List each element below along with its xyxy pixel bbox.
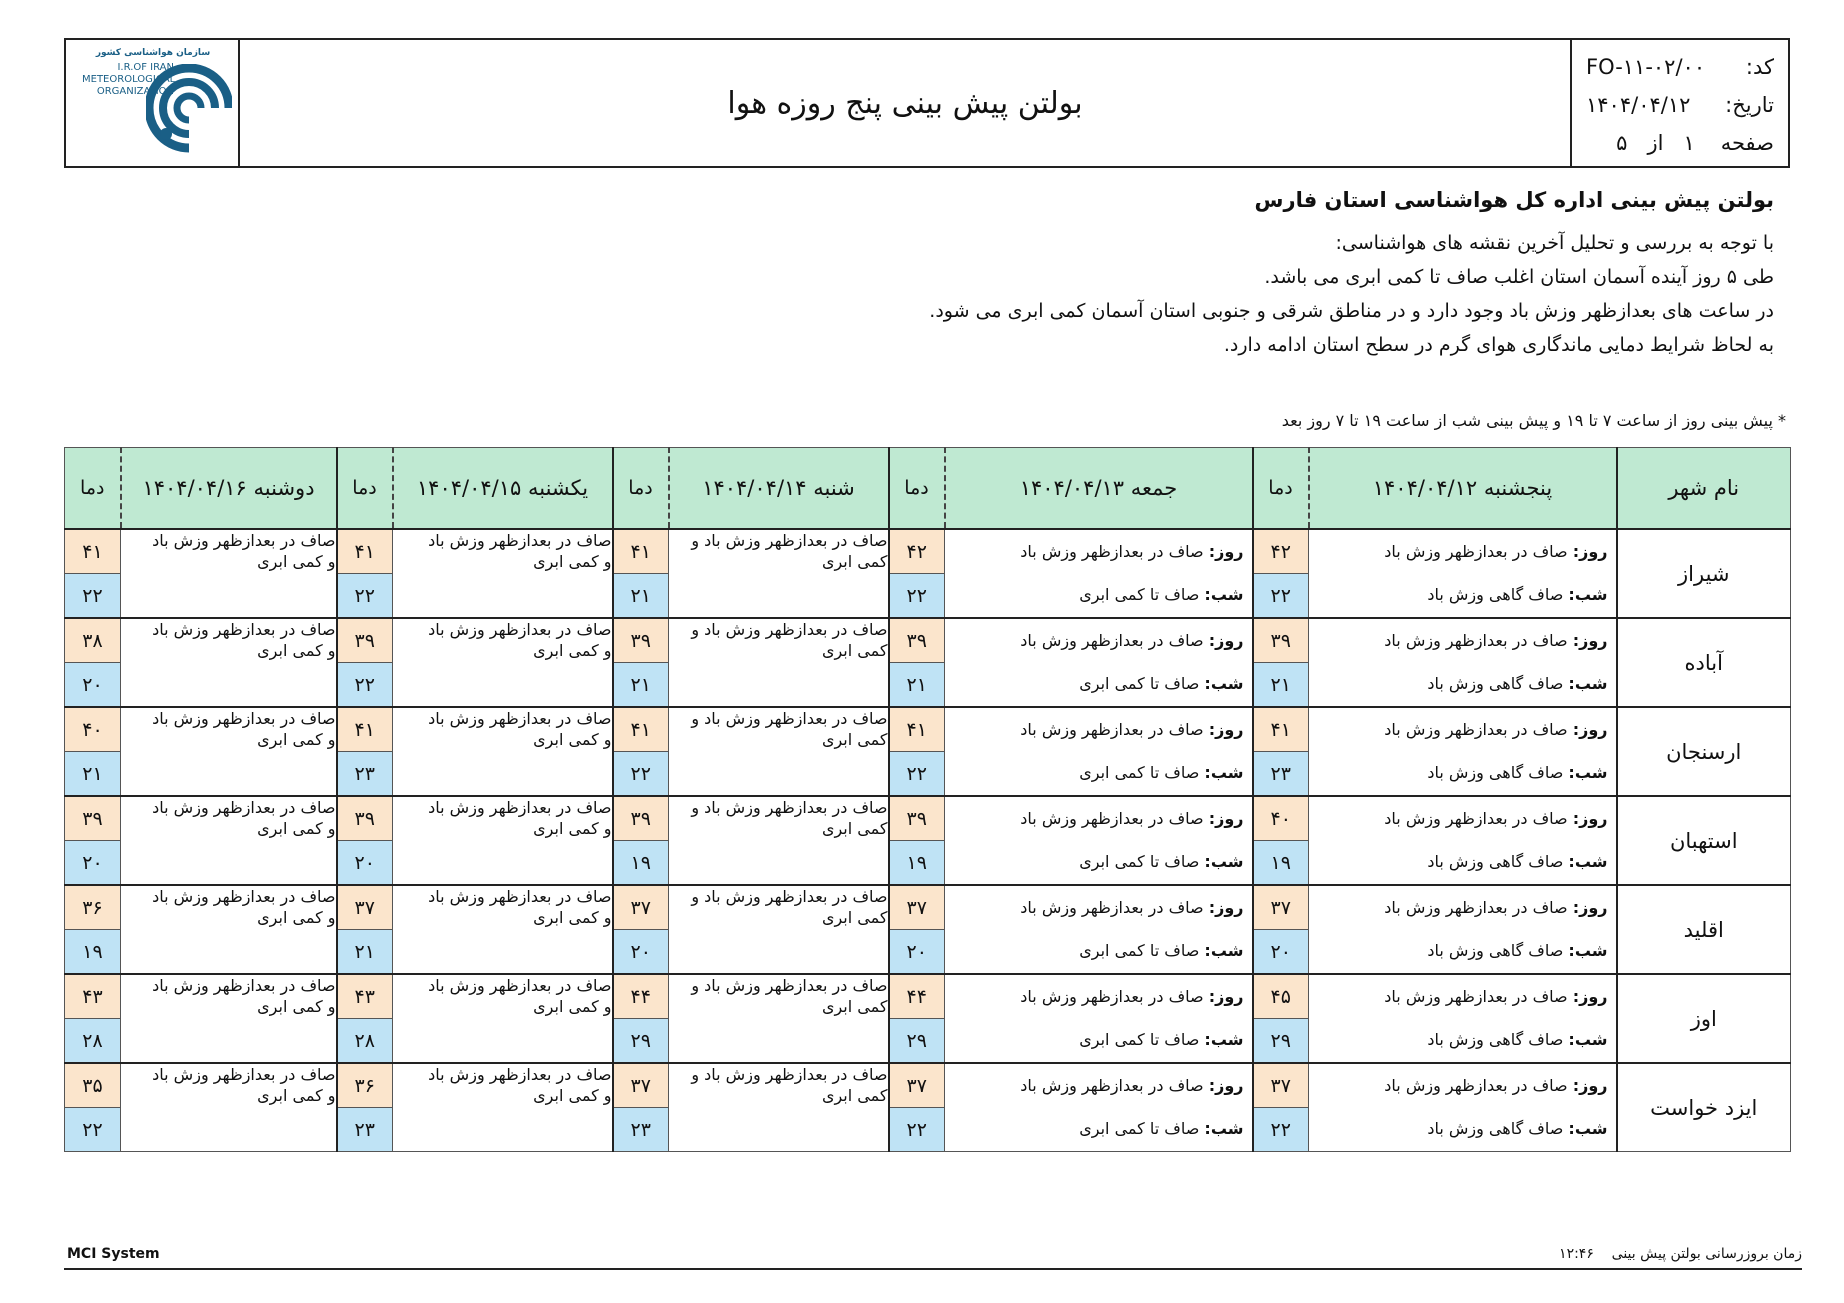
logo-line-1: I.R.OF IRAN [117, 62, 174, 73]
night-label: شب: [1568, 585, 1608, 604]
forecast-description [945, 796, 1253, 885]
max-temp: ۳۹ [613, 618, 669, 663]
forecast-description [121, 974, 337, 1063]
day-label: روز: [1572, 809, 1608, 828]
forecast-line: و کمی ابری [257, 1086, 336, 1105]
min-temp: ۲۹ [889, 1019, 945, 1064]
forecast-description [121, 618, 337, 707]
forecast-description [1309, 885, 1617, 974]
min-temp: ۲۱ [337, 930, 393, 975]
forecast-line: صاف در بعدازظهر وزش باد [152, 976, 336, 995]
night-forecast: صاف گاهی وزش باد [1427, 1119, 1564, 1138]
forecast-description [1309, 796, 1617, 885]
forecast-description [121, 1063, 337, 1152]
table-row [65, 974, 1791, 1019]
city-column-header: نام شهر [1617, 448, 1791, 530]
forecast-line: کمی ابری [821, 552, 888, 571]
forecast-description [121, 885, 337, 974]
max-temp: ۳۵ [65, 1063, 121, 1108]
forecast-description [121, 529, 337, 618]
night-forecast: صاف گاهی وزش باد [1427, 1030, 1564, 1049]
min-temp: ۱۹ [65, 930, 121, 975]
forecast-line: صاف در بعدازظهر وزش باد و [691, 1065, 888, 1084]
forecast-description [393, 618, 613, 707]
forecast-description [393, 885, 613, 974]
max-temp: ۳۷ [1253, 885, 1309, 930]
night-label: شب: [1204, 585, 1244, 604]
table-row [65, 796, 1791, 841]
day-label: روز: [1572, 542, 1608, 561]
forecast-description [393, 1063, 613, 1152]
day-forecast: صاف در بعدازظهر وزش باد [1020, 542, 1204, 561]
forecast-line: صاف در بعدازظهر وزش باد [428, 798, 612, 817]
forecast-description [393, 529, 613, 618]
night-label: شب: [1568, 763, 1608, 782]
forecast-line: و کمی ابری [257, 819, 336, 838]
day-label: روز: [1208, 898, 1244, 917]
intro-line: در ساعت های بعدازظهر وزش باد وجود دارد و در مناطق شرقی و جنوبی استان آسمان کمی ابری می شود. [929, 300, 1774, 322]
forecast-description [669, 1063, 889, 1152]
max-temp: ۴۲ [889, 529, 945, 574]
max-temp: ۳۷ [337, 885, 393, 930]
night-forecast: صاف تا کمی ابری [1079, 763, 1200, 782]
forecast-line: صاف در بعدازظهر وزش باد [152, 620, 336, 639]
day-label: روز: [1572, 1076, 1608, 1095]
forecast-description [669, 974, 889, 1063]
max-temp: ۴۴ [613, 974, 669, 1019]
forecast-line: صاف در بعدازظهر وزش باد و [691, 887, 888, 906]
day-forecast: صاف در بعدازظهر وزش باد [1384, 898, 1568, 917]
day-forecast: صاف در بعدازظهر وزش باد [1020, 809, 1204, 828]
city-name: استهبان [1617, 796, 1791, 885]
day-label: روز: [1208, 1076, 1244, 1095]
min-temp: ۲۳ [613, 1108, 669, 1152]
min-temp: ۲۹ [613, 1019, 669, 1064]
max-temp: ۳۷ [1253, 1063, 1309, 1108]
max-temp: ۳۷ [889, 885, 945, 930]
forecast-description [669, 796, 889, 885]
night-forecast: صاف تا کمی ابری [1079, 674, 1200, 693]
forecast-line: و کمی ابری [533, 730, 612, 749]
forecast-line: کمی ابری [821, 641, 888, 660]
forecast-line: صاف در بعدازظهر وزش باد [152, 709, 336, 728]
bulletin-header [64, 38, 1790, 168]
forecast-line: صاف در بعدازظهر وزش باد [152, 1065, 336, 1084]
max-temp: ۴۰ [65, 707, 121, 752]
day-column-header: شنبه ۱۴۰۴/۰۴/۱۴ [669, 448, 889, 530]
min-temp: ۲۸ [65, 1019, 121, 1064]
forecast-description [393, 707, 613, 796]
night-label: شب: [1568, 1119, 1608, 1138]
forecast-line: صاف در بعدازظهر وزش باد [428, 1065, 612, 1084]
intro-line: به لحاظ شرایط دمایی ماندگاری هوای گرم در سطح استان ادامه دارد. [1223, 334, 1774, 356]
min-temp: ۲۱ [65, 752, 121, 797]
forecast-description [121, 796, 337, 885]
max-temp: ۳۸ [65, 618, 121, 663]
max-temp: ۳۹ [1253, 618, 1309, 663]
max-temp: ۴۱ [1253, 707, 1309, 752]
night-label: شب: [1568, 674, 1608, 693]
forecast-line: صاف در بعدازظهر وزش باد [152, 887, 336, 906]
min-temp: ۲۸ [337, 1019, 393, 1064]
temp-column-header: دما [65, 448, 121, 530]
day-label: روز: [1208, 987, 1244, 1006]
min-temp: ۲۳ [1253, 752, 1309, 797]
update-label: زمان بروزرسانی بولتن پیش بینی [1611, 1246, 1802, 1262]
forecast-line: و کمی ابری [533, 908, 612, 927]
system-name: MCI System [67, 1246, 160, 1262]
page-label: صفحه [1720, 131, 1774, 155]
forecast-description [1309, 618, 1617, 707]
night-forecast: صاف تا کمی ابری [1079, 585, 1200, 604]
forecast-line: صاف در بعدازظهر وزش باد و [691, 531, 888, 550]
organization-logo [66, 40, 240, 166]
forecast-line: و کمی ابری [257, 730, 336, 749]
night-label: شب: [1204, 763, 1244, 782]
day-forecast: صاف در بعدازظهر وزش باد [1020, 720, 1204, 739]
day-forecast: صاف در بعدازظهر وزش باد [1384, 720, 1568, 739]
min-temp: ۲۱ [613, 574, 669, 619]
logo-line-2: METEOROLOGICAL [82, 74, 176, 85]
forecast-description [669, 618, 889, 707]
day-forecast: صاف در بعدازظهر وزش باد [1384, 809, 1568, 828]
page-title: بولتن پیش بینی پنج روزه هوا [727, 85, 1083, 121]
min-temp: ۲۲ [65, 1108, 121, 1152]
forecast-description [1309, 1063, 1617, 1152]
day-label: روز: [1572, 631, 1608, 650]
min-temp: ۲۲ [889, 1108, 945, 1152]
night-forecast: صاف گاهی وزش باد [1427, 941, 1564, 960]
day-column-header: دوشنبه ۱۴۰۴/۰۴/۱۶ [121, 448, 337, 530]
max-temp: ۴۵ [1253, 974, 1309, 1019]
max-temp: ۳۶ [65, 885, 121, 930]
forecast-description [945, 1063, 1253, 1152]
forecast-description [393, 974, 613, 1063]
min-temp: ۲۲ [1253, 1108, 1309, 1152]
night-label: شب: [1568, 852, 1608, 871]
day-column-header: جمعه ۱۴۰۴/۰۴/۱۳ [945, 448, 1253, 530]
forecast-line: صاف در بعدازظهر وزش باد [428, 976, 612, 995]
forecast-line: صاف در بعدازظهر وزش باد و [691, 709, 888, 728]
max-temp: ۴۰ [1253, 796, 1309, 841]
night-forecast: صاف تا کمی ابری [1079, 941, 1200, 960]
forecast-description [945, 974, 1253, 1063]
forecast-description [945, 618, 1253, 707]
day-label: روز: [1572, 720, 1608, 739]
max-temp: ۴۱ [613, 707, 669, 752]
forecast-table-body [65, 529, 1791, 1152]
night-label: شب: [1568, 941, 1608, 960]
max-temp: ۴۳ [65, 974, 121, 1019]
max-temp: ۳۹ [65, 796, 121, 841]
min-temp: ۲۲ [337, 574, 393, 619]
night-forecast: صاف تا کمی ابری [1079, 852, 1200, 871]
city-name: اوز [1617, 974, 1791, 1063]
night-label: شب: [1204, 1119, 1244, 1138]
min-temp: ۲۱ [1253, 663, 1309, 708]
day-forecast: صاف در بعدازظهر وزش باد [1384, 987, 1568, 1006]
date-value: ۱۴۰۴/۰۴/۱۲ [1586, 93, 1691, 117]
forecast-description [945, 885, 1253, 974]
night-label: شب: [1204, 941, 1244, 960]
forecast-line: صاف در بعدازظهر وزش باد و [691, 976, 888, 995]
max-temp: ۳۷ [889, 1063, 945, 1108]
min-temp: ۲۰ [1253, 930, 1309, 975]
day-label: روز: [1208, 542, 1244, 561]
night-forecast: صاف تا کمی ابری [1079, 1030, 1200, 1049]
forecast-line: و کمی ابری [533, 997, 612, 1016]
forecast-line: کمی ابری [821, 997, 888, 1016]
page-total: ۵ [1616, 131, 1628, 155]
min-temp: ۱۹ [1253, 841, 1309, 886]
night-forecast: صاف تا کمی ابری [1079, 1119, 1200, 1138]
max-temp: ۳۷ [613, 1063, 669, 1108]
day-label: روز: [1208, 631, 1244, 650]
temp-column-header: دما [889, 448, 945, 530]
day-forecast: صاف در بعدازظهر وزش باد [1020, 987, 1204, 1006]
max-temp: ۳۹ [337, 618, 393, 663]
forecast-description [1309, 974, 1617, 1063]
min-temp: ۲۳ [337, 1108, 393, 1152]
day-forecast: صاف در بعدازظهر وزش باد [1020, 631, 1204, 650]
page-number: ۱ [1683, 131, 1695, 155]
forecast-line: و کمی ابری [533, 1086, 612, 1105]
day-column-header: یکشنبه ۱۴۰۴/۰۴/۱۵ [393, 448, 613, 530]
temp-column-header: دما [337, 448, 393, 530]
min-temp: ۲۲ [889, 752, 945, 797]
code-value: FO-۱۱-۰۲/۰۰ [1586, 55, 1706, 79]
day-label: روز: [1572, 987, 1608, 1006]
table-header-row [65, 448, 1791, 530]
forecast-line: و کمی ابری [257, 997, 336, 1016]
forecast-description [121, 707, 337, 796]
min-temp: ۲۹ [1253, 1019, 1309, 1064]
city-name: اقلید [1617, 885, 1791, 974]
forecast-table [64, 447, 1791, 1152]
forecast-description [1309, 529, 1617, 618]
night-forecast: صاف گاهی وزش باد [1427, 763, 1564, 782]
max-temp: ۴۲ [1253, 529, 1309, 574]
intro-line: طی ۵ روز آینده آسمان استان اغلب صاف تا کمی ابری می باشد. [1264, 266, 1774, 288]
city-name: شیراز [1617, 529, 1791, 618]
night-label: شب: [1204, 852, 1244, 871]
forecast-description [669, 885, 889, 974]
table-row [65, 1063, 1791, 1108]
day-label: روز: [1572, 898, 1608, 917]
forecast-description [669, 707, 889, 796]
table-row [65, 618, 1791, 663]
forecast-line: و کمی ابری [257, 641, 336, 660]
max-temp: ۳۹ [613, 796, 669, 841]
min-temp: ۲۳ [337, 752, 393, 797]
max-temp: ۳۶ [337, 1063, 393, 1108]
forecast-line: و کمی ابری [533, 819, 612, 838]
max-temp: ۳۹ [337, 796, 393, 841]
min-temp: ۲۲ [337, 663, 393, 708]
forecast-line: کمی ابری [821, 1086, 888, 1105]
document-info [1570, 40, 1788, 166]
min-temp: ۲۲ [613, 752, 669, 797]
min-temp: ۱۹ [889, 841, 945, 886]
forecast-line: صاف در بعدازظهر وزش باد [428, 709, 612, 728]
forecast-time-note: * پیش بینی روز از ساعت ۷ تا ۱۹ و پیش بینی شب از ساعت ۱۹ تا ۷ روز بعد [1281, 411, 1786, 430]
min-temp: ۲۰ [337, 841, 393, 886]
night-label: شب: [1568, 1030, 1608, 1049]
intro-section [274, 188, 1774, 362]
page-footer [64, 1246, 1802, 1270]
temp-column-header: دما [613, 448, 669, 530]
city-name: ارسنجان [1617, 707, 1791, 796]
max-temp: ۴۱ [889, 707, 945, 752]
update-info [1559, 1246, 1802, 1262]
forecast-line: صاف در بعدازظهر وزش باد [428, 620, 612, 639]
min-temp: ۲۰ [889, 930, 945, 975]
table-row [65, 885, 1791, 930]
min-temp: ۱۹ [613, 841, 669, 886]
min-temp: ۲۰ [613, 930, 669, 975]
forecast-line: کمی ابری [821, 908, 888, 927]
forecast-line: صاف در بعدازظهر وزش باد [152, 798, 336, 817]
intro-heading: بولتن پیش بینی اداره کل هواشناسی استان فارس [1254, 188, 1774, 212]
forecast-line: و کمی ابری [257, 908, 336, 927]
day-forecast: صاف در بعدازظهر وزش باد [1020, 1076, 1204, 1095]
forecast-line: و کمی ابری [533, 641, 612, 660]
logo-persian-name: سازمان هواشناسی کشور [95, 48, 211, 58]
temp-column-header: دما [1253, 448, 1309, 530]
intro-line: با توجه به بررسی و تحلیل آخرین نقشه های هواشناسی: [1335, 232, 1774, 254]
forecast-description [1309, 707, 1617, 796]
update-time: ۱۲:۴۶ [1559, 1246, 1594, 1262]
max-temp: ۴۴ [889, 974, 945, 1019]
night-forecast: صاف گاهی وزش باد [1427, 674, 1564, 693]
min-temp: ۲۲ [65, 574, 121, 619]
day-forecast: صاف در بعدازظهر وزش باد [1384, 1076, 1568, 1095]
min-temp: ۲۲ [1253, 574, 1309, 619]
day-label: روز: [1208, 809, 1244, 828]
forecast-line: صاف در بعدازظهر وزش باد و [691, 798, 888, 817]
code-label: کد: [1745, 55, 1774, 79]
forecast-line: صاف در بعدازظهر وزش باد [152, 531, 336, 550]
day-column-header: پنجشنبه ۱۴۰۴/۰۴/۱۲ [1309, 448, 1617, 530]
city-name: ایزد خواست [1617, 1063, 1791, 1152]
forecast-line: صاف در بعدازظهر وزش باد [428, 531, 612, 550]
night-forecast: صاف گاهی وزش باد [1427, 852, 1564, 871]
day-forecast: صاف در بعدازظهر وزش باد [1020, 898, 1204, 917]
min-temp: ۲۰ [65, 663, 121, 708]
forecast-line: صاف در بعدازظهر وزش باد و [691, 620, 888, 639]
forecast-description [669, 529, 889, 618]
forecast-description [945, 529, 1253, 618]
max-temp: ۳۷ [613, 885, 669, 930]
forecast-description [393, 796, 613, 885]
max-temp: ۳۹ [889, 618, 945, 663]
max-temp: ۴۱ [337, 529, 393, 574]
forecast-line: صاف در بعدازظهر وزش باد [428, 887, 612, 906]
min-temp: ۲۰ [65, 841, 121, 886]
forecast-line: کمی ابری [821, 730, 888, 749]
forecast-description [945, 707, 1253, 796]
night-label: شب: [1204, 1030, 1244, 1049]
day-forecast: صاف در بعدازظهر وزش باد [1384, 631, 1568, 650]
table-row [65, 707, 1791, 752]
logo-line-3: ORGANIZATION [96, 86, 174, 97]
max-temp: ۳۹ [889, 796, 945, 841]
spiral-logo-icon [146, 64, 232, 154]
night-label: شب: [1204, 674, 1244, 693]
page-of-label: از [1647, 131, 1664, 155]
max-temp: ۴۱ [337, 707, 393, 752]
day-forecast: صاف در بعدازظهر وزش باد [1384, 542, 1568, 561]
max-temp: ۴۱ [65, 529, 121, 574]
max-temp: ۴۱ [613, 529, 669, 574]
min-temp: ۲۱ [889, 663, 945, 708]
day-label: روز: [1208, 720, 1244, 739]
min-temp: ۲۱ [613, 663, 669, 708]
forecast-line: و کمی ابری [533, 552, 612, 571]
min-temp: ۲۲ [889, 574, 945, 619]
max-temp: ۴۳ [337, 974, 393, 1019]
table-row [65, 529, 1791, 574]
forecast-line: و کمی ابری [257, 552, 336, 571]
forecast-line: کمی ابری [821, 819, 888, 838]
city-name: آباده [1617, 618, 1791, 707]
date-label: تاریخ: [1725, 93, 1774, 117]
night-forecast: صاف گاهی وزش باد [1427, 585, 1564, 604]
